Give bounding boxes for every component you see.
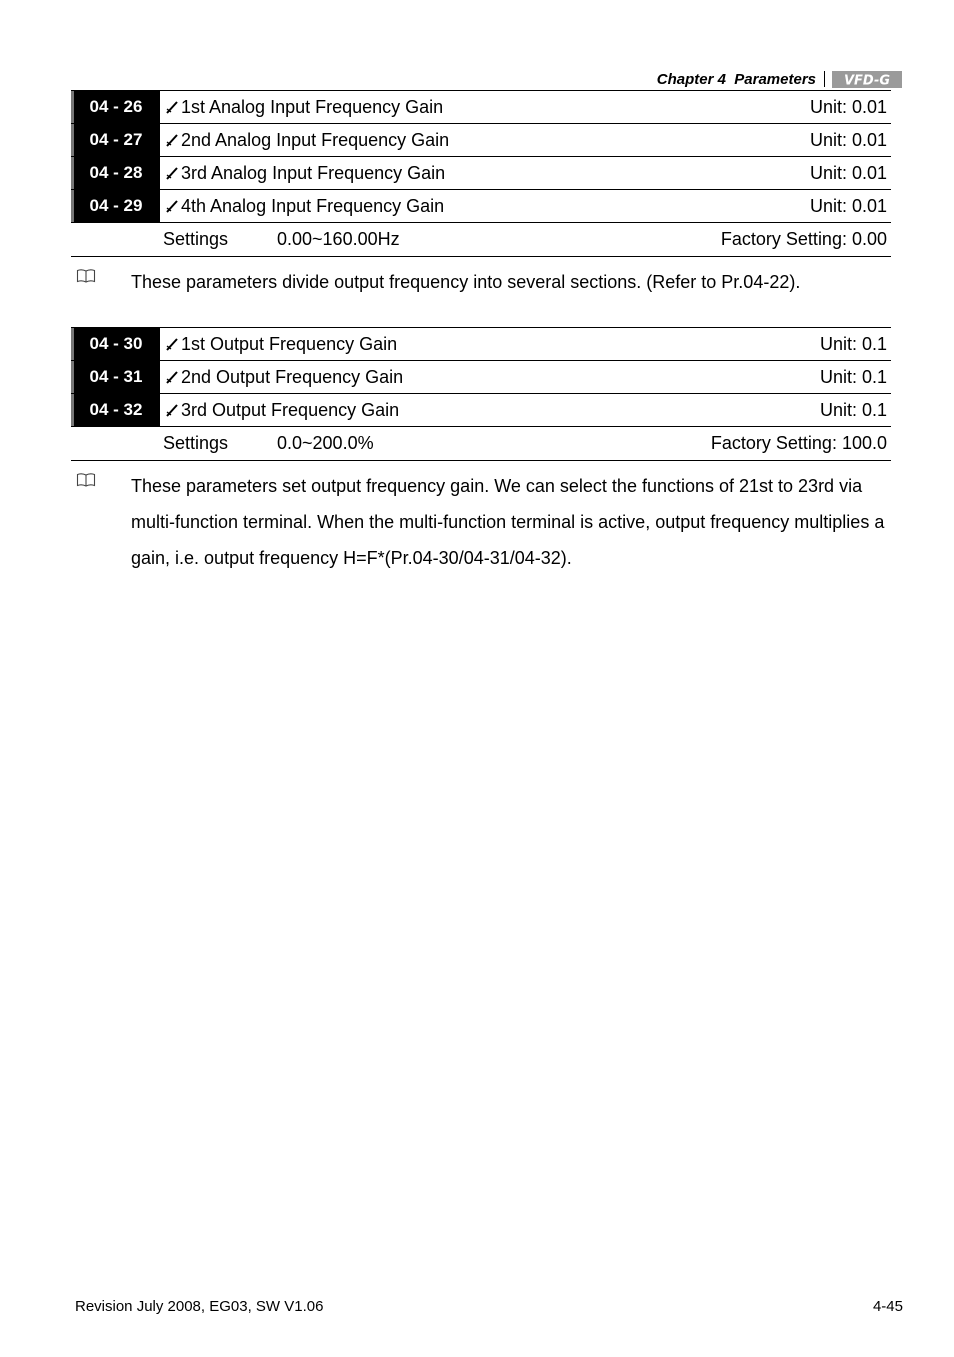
param-unit: Unit: 0.01 xyxy=(809,129,887,150)
parameter-table-output-gain xyxy=(71,327,891,461)
page-header xyxy=(657,68,902,90)
note-paragraph xyxy=(76,264,906,300)
param-unit: Unit: 0.01 xyxy=(809,162,887,183)
param-code: 04 - 32 xyxy=(71,394,158,426)
note-text: These parameters set output frequency gain. We can select the functions of 21st to 23rd via multi-function terminal. When the multi-function terminal is active, output frequency multiplies a gain, i.e. output frequency H=F*(Pr.04-30/04-31/04-32). xyxy=(131,476,885,568)
header-divider xyxy=(824,71,825,87)
pen-slash-icon xyxy=(166,166,178,180)
param-name: 1st Analog Input Frequency Gain xyxy=(181,96,444,117)
param-code: 04 - 31 xyxy=(71,361,158,393)
settings-label: Settings xyxy=(163,229,229,249)
param-row xyxy=(71,394,891,427)
param-name: 2nd Output Frequency Gain xyxy=(181,366,404,387)
pen-slash-icon xyxy=(166,370,178,384)
settings-row xyxy=(71,223,891,257)
settings-row xyxy=(71,427,891,461)
param-unit: Unit: 0.01 xyxy=(809,195,887,216)
param-unit: Unit: 0.1 xyxy=(819,333,887,354)
param-name: 2nd Analog Input Frequency Gain xyxy=(181,129,450,150)
pen-slash-icon xyxy=(166,100,178,114)
param-row xyxy=(71,157,891,190)
param-name: 3rd Analog Input Frequency Gain xyxy=(181,162,446,183)
param-unit: Unit: 0.1 xyxy=(819,366,887,387)
param-row xyxy=(71,361,891,394)
param-row xyxy=(71,327,891,361)
factory-setting: Factory Setting: 100.0 xyxy=(710,433,887,453)
settings-label: Settings xyxy=(163,433,229,453)
footer-page-number: 4-45 xyxy=(872,1298,903,1315)
settings-range: 0.0~200.0% xyxy=(277,433,374,453)
footer-revision: Revision July 2008, EG03, SW V1.06 xyxy=(75,1298,324,1315)
note-paragraph xyxy=(76,468,906,576)
param-unit: Unit: 0.01 xyxy=(809,96,887,117)
open-book-icon xyxy=(76,268,96,284)
pen-slash-icon xyxy=(166,133,178,147)
param-code: 04 - 27 xyxy=(71,124,158,156)
param-name: 4th Analog Input Frequency Gain xyxy=(181,195,445,216)
note-text: These parameters divide output frequency into several sections. (Refer to Pr.04-22). xyxy=(131,272,801,292)
settings-range: 0.00~160.00Hz xyxy=(277,229,400,249)
param-name: 3rd Output Frequency Gain xyxy=(181,399,400,420)
param-unit: Unit: 0.1 xyxy=(819,399,887,420)
logo-text: VFD-G xyxy=(843,73,891,88)
open-book-icon xyxy=(76,472,96,488)
param-row xyxy=(71,90,891,124)
pen-slash-icon xyxy=(166,337,178,351)
factory-setting: Factory Setting: 0.00 xyxy=(720,229,887,249)
chapter-title: Chapter 4 Parameters xyxy=(656,70,816,88)
param-code: 04 - 29 xyxy=(71,190,158,222)
param-row xyxy=(71,124,891,157)
param-row xyxy=(71,190,891,223)
parameter-table-analog-gain xyxy=(71,90,891,257)
pen-slash-icon xyxy=(166,199,178,213)
param-code: 04 - 28 xyxy=(71,157,158,189)
param-name: 1st Output Frequency Gain xyxy=(181,333,398,354)
param-code: 04 - 30 xyxy=(71,328,158,360)
param-code: 04 - 26 xyxy=(71,91,158,123)
vfd-g-logo xyxy=(832,71,902,88)
pen-slash-icon xyxy=(166,403,178,417)
